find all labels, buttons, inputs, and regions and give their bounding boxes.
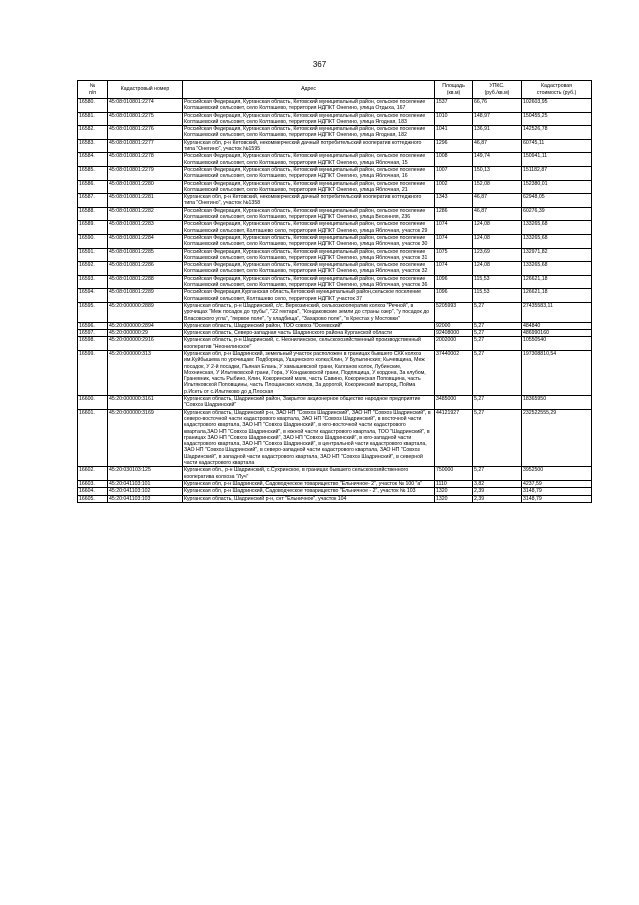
cell-number: 16597. — [78, 330, 108, 337]
cell-number: 16580. — [78, 99, 108, 113]
cell-upks: 124,08 — [473, 234, 522, 248]
cell-area: 44121927 — [435, 409, 473, 467]
cell-address: Российская Федерация,Курганская область,Кетовский муниципальный район,сельское поселение Колташевский сельсовет, Колташево село, территория НДПКТ участок 37 — [183, 289, 435, 303]
header-number: № п/п — [78, 81, 108, 99]
cell-upks: 124,08 — [473, 262, 522, 276]
cell-area: 1537 — [435, 99, 473, 113]
cell-upks: 2,39 — [473, 495, 522, 502]
cell-address: Российская Федерация, Курганская область, Кетовский муниципальный район, сельское поселение Колташевский сельсовет, село Колташево, территория НДПКТ Онегино, улица Ягодная, 183 — [183, 112, 435, 126]
cell-number: 16584. — [78, 153, 108, 167]
table-row — [78, 350, 592, 395]
cell-cadastral-number: 45:08:010801:2276 — [108, 126, 183, 140]
cell-area: 1320 — [435, 495, 473, 502]
cell-address: Курганская обл., р-н Шадринский, с.Сухринское, в границах бывшего сельскохозяйственного кооператива колхоза "Луч" — [183, 467, 435, 481]
table-row — [78, 488, 592, 495]
table-row — [78, 194, 592, 208]
table-row — [78, 139, 592, 153]
cell-number: 16595. — [78, 302, 108, 322]
cell-upks: 2,39 — [473, 488, 522, 495]
cell-area: 1343 — [435, 194, 473, 208]
header-upks: УПКС. (руб./кв.м) — [473, 81, 522, 99]
cell-address: Курганская область, р-н Шадринский, с. Неонилинское, сельскохозяйственный производственный кооператив "Неонилинское" — [183, 337, 435, 351]
cell-number: 16603. — [78, 480, 108, 487]
cell-cadastral-number: 45:20:041103:101 — [108, 480, 183, 487]
cell-upks: 46,87 — [473, 194, 522, 208]
cell-area: 2002000 — [435, 337, 473, 351]
cell-upks: 5,27 — [473, 409, 522, 467]
cell-cadastral-cost: 10550540 — [522, 337, 592, 351]
cell-upks: 5,27 — [473, 302, 522, 322]
cell-cadastral-number: 45:20:041103:102 — [108, 488, 183, 495]
cell-cadastral-number: 45:20:030103:125 — [108, 467, 183, 481]
table-row — [78, 396, 592, 410]
cell-area: 1320 — [435, 488, 473, 495]
cell-upks: 66,76 — [473, 99, 522, 113]
cell-upks: 5,27 — [473, 350, 522, 395]
cell-cadastral-number: 45:08:010801:2286 — [108, 262, 183, 276]
cell-number: 16601. — [78, 409, 108, 467]
table-row — [78, 495, 592, 502]
cell-number: 16599. — [78, 350, 108, 395]
cell-address: Российская Федерация, Курганская область, Кетовский муниципальный район, сельское поселение Колташевский сельсовет, село Колташево, территория НДПКТ Онегино, улица Весенняя, 236 — [183, 207, 435, 221]
cell-cadastral-cost: 27435583,11 — [522, 302, 592, 322]
cell-address: Российская Федерация, Курганская область, Кетовский муниципальный район, сельское поселение Колташевский сельсовет, село Колташево, территория НДПКТ Онегино, улица Яблочная, участок 31 — [183, 248, 435, 262]
cell-number: 16602. — [78, 467, 108, 481]
header-area: Площадь (кв.м) — [435, 81, 473, 99]
cell-area: 1075 — [435, 248, 473, 262]
cell-address: Курганская обл, р-н Кетовский, некоммерческий дачный потребительский кооператив коттеджного типа "Онегино", участок №1358 — [183, 194, 435, 208]
cell-upks: 5,27 — [473, 330, 522, 337]
cell-cadastral-number: 45:20:000000:313 — [108, 350, 183, 395]
cell-address: Курганская область, Шадринский р-н, снт "Ельничное", участок 104 — [183, 495, 435, 502]
table-row — [78, 480, 592, 487]
cell-cadastral-cost: 486990160 — [522, 330, 592, 337]
cell-cadastral-cost: 60745,11 — [522, 139, 592, 153]
cell-area: 1074 — [435, 262, 473, 276]
cell-cadastral-number: 45:08:010801:2282 — [108, 207, 183, 221]
table-row — [78, 112, 592, 126]
cell-upks: 148,97 — [473, 112, 522, 126]
table-row — [78, 99, 592, 113]
cell-address: Российская Федерация, Курганская область, Кетовский муниципальный район, сельское поселение Колташевский сельсовет, село Колташево, территория НДПКТ Онегино, улица Яблочная, 16 — [183, 166, 435, 180]
table-row — [78, 234, 592, 248]
cell-area: 1041 — [435, 126, 473, 140]
cell-address: Российская Федерация, Курганская область, Кетовский муниципальный район, сельское поселение Колташевский сельсовет, село Колташево, территория НДПКТ Онегино, улица Отдыха, 167 — [183, 99, 435, 113]
cell-cadastral-number: 45:08:010801:2275 — [108, 112, 183, 126]
cell-upks: 5,27 — [473, 396, 522, 410]
cell-number: 16588. — [78, 207, 108, 221]
cell-area: 92408000 — [435, 330, 473, 337]
table-header-row — [78, 81, 592, 99]
cell-address: Курганская область, Шадринский р-н, ЗАО НП "Совхоз Шадринский", ЗАО НП "Совхоз Шадринский", в северо-восточной части кадастрового квартала, ЗАО НП "Совхоз Шадринский", в восточной части кадастрового квартала, ЗАО НП "Совхоз Шадринский", в юго-восточной части кадастрового квартала,ЗАО НП "Совхоз Шадринский", в южной части кадастрового квартала, ТОО "Шадринский", в границах ЗАО НП "Совхоз Шадринский", ЗАО НП "Совхоз Шадринский", в юго-западной части кадастрового квартала, ЗАО НП "Совхоз Шадринский", в центральной части кадастрового квартала, ЗАО НП "Совхоз Шадринский", в северо-западной части кадастрового квартала, ЗАО НП "Совхоз Шадринский", в западной части кадастрового квартала, ЗАО НП "Совхоз Шадринский", в северной части кадастрового квартала — [183, 409, 435, 467]
cell-cadastral-cost: 4237,59 — [522, 480, 592, 487]
cell-upks: 152,08 — [473, 180, 522, 194]
table-body — [78, 99, 592, 503]
table-row — [78, 207, 592, 221]
header-cadastral-number: Кадастровый номер — [108, 81, 183, 99]
cell-area: 1074 — [435, 234, 473, 248]
cell-cadastral-number: 45:08:010801:2289 — [108, 289, 183, 303]
table-row — [78, 289, 592, 303]
cell-cadastral-number: 45:08:010801:2280 — [108, 180, 183, 194]
cell-cadastral-number: 45:20:000000:29 — [108, 330, 183, 337]
cell-address: Курганская область, Шадринский район, ТОО совхоз "Осеевский" — [183, 322, 435, 329]
cell-cadastral-cost: 133265,68 — [522, 234, 592, 248]
cell-upks: 123,69 — [473, 248, 522, 262]
table-row — [78, 330, 592, 337]
cell-cadastral-cost: 3148,79 — [522, 488, 592, 495]
header-cadastral-cost: Кадастровая стоимость (руб.) — [522, 81, 592, 99]
cell-area: 1096 — [435, 289, 473, 303]
cell-number: 16600. — [78, 396, 108, 410]
table-row — [78, 248, 592, 262]
table-row — [78, 262, 592, 276]
cell-number: 16583. — [78, 139, 108, 153]
cell-address: Курганская область, Шадринский район, Закрытое акционерное общество народное предприятие "Совхоз Шадринский" — [183, 396, 435, 410]
cell-number: 16591. — [78, 248, 108, 262]
cell-number: 16587. — [78, 194, 108, 208]
cell-cadastral-number: 45:20:000000:2916 — [108, 337, 183, 351]
cell-cadastral-cost: 3148,79 — [522, 495, 592, 502]
cell-cadastral-cost: 18365950 — [522, 396, 592, 410]
cell-upks: 115,53 — [473, 275, 522, 289]
cell-cadastral-number: 45:20:000000:3161 — [108, 396, 183, 410]
cell-upks: 5,27 — [473, 322, 522, 329]
cell-address: Курганская область, Северо-западная часть Шадринского района Курганской области — [183, 330, 435, 337]
cell-cadastral-cost: 232522555,29 — [522, 409, 592, 467]
cell-address: Российская Федерация, Курганская область, Кетовский муниципальный район, сельское поселение Колташевский сельсовет, село Колташево, территория НДПКТ Онегино, улица Яблочная, участок 36 — [183, 275, 435, 289]
cell-number: 16593. — [78, 275, 108, 289]
cell-cadastral-cost: 152380,01 — [522, 180, 592, 194]
cell-upks: 115,53 — [473, 289, 522, 303]
cell-address: Курганская обл, р-н Кетовский, некоммерческий дачный потребительский кооператив коттеджного типа "Онегино", участок №1595 — [183, 139, 435, 153]
cell-cadastral-number: 45:08:010801:2278 — [108, 153, 183, 167]
header-address: Адрес — [183, 81, 435, 99]
cell-cadastral-cost: 150455,25 — [522, 112, 592, 126]
cell-upks: 124,08 — [473, 221, 522, 235]
table-row — [78, 166, 592, 180]
cell-cadastral-cost: 126621,18 — [522, 275, 592, 289]
cell-upks: 3,82 — [473, 480, 522, 487]
cell-cadastral-number: 45:20:000000:2889 — [108, 302, 183, 322]
cell-cadastral-cost: 150941,11 — [522, 153, 592, 167]
cell-upks: 46,87 — [473, 207, 522, 221]
cell-cadastral-cost: 60276,39 — [522, 207, 592, 221]
cell-area: 1296 — [435, 139, 473, 153]
cell-cadastral-number: 45:20:000000:2894 — [108, 322, 183, 329]
table-row — [78, 322, 592, 329]
cell-upks: 5,27 — [473, 467, 522, 481]
cell-cadastral-cost: 126621,18 — [522, 289, 592, 303]
cell-upks: 150,13 — [473, 166, 522, 180]
cell-number: 16589. — [78, 221, 108, 235]
cell-number: 16590. — [78, 234, 108, 248]
cell-cadastral-cost: 133265,68 — [522, 262, 592, 276]
cell-number: 16582. — [78, 126, 108, 140]
cell-cadastral-number: 45:08:010801:2279 — [108, 166, 183, 180]
table-row — [78, 126, 592, 140]
cell-cadastral-number: 45:08:010801:2284 — [108, 234, 183, 248]
cell-area: 1286 — [435, 207, 473, 221]
cell-cadastral-cost: 133265,68 — [522, 221, 592, 235]
table-row — [78, 337, 592, 351]
cell-number: 16605. — [78, 495, 108, 502]
cell-area: 1096 — [435, 275, 473, 289]
cadastral-table — [77, 80, 592, 503]
cell-number: 16581. — [78, 112, 108, 126]
table-row — [78, 409, 592, 467]
table-row — [78, 302, 592, 322]
cell-area: 92000 — [435, 322, 473, 329]
cell-area: 5205993 — [435, 302, 473, 322]
cell-area: 1010 — [435, 112, 473, 126]
cell-area: 1002 — [435, 180, 473, 194]
cell-address: Российская Федерация, Курганская область, Кетовский муниципальный район, сельское поселение Колташевский сельсовет, село Колташево, территория НДПКТ Онегино, улица Яблочная, участок 30 — [183, 234, 435, 248]
table-row — [78, 221, 592, 235]
cell-upks: 149,74 — [473, 153, 522, 167]
cell-number: 16592. — [78, 262, 108, 276]
cell-cadastral-number: 45:08:010801:2285 — [108, 248, 183, 262]
table-row — [78, 275, 592, 289]
cell-cadastral-cost: 197308810,54 — [522, 350, 592, 395]
cell-cadastral-cost: 62948,05 — [522, 194, 592, 208]
cell-area: 1008 — [435, 153, 473, 167]
cell-cadastral-cost: 142526,78 — [522, 126, 592, 140]
cell-cadastral-number: 45:20:041103:103 — [108, 495, 183, 502]
cell-number: 16598. — [78, 337, 108, 351]
table-row — [78, 467, 592, 481]
cell-address: Российская Федерация, Курганская область, Кетовский муниципальный район, сельское поселение Колташевский сельсовет, Колташево село, территория НДПКТ Онегино, улица Яблочная, участок 29 — [183, 221, 435, 235]
cell-number: 16604. — [78, 488, 108, 495]
cell-cadastral-cost: 132971,82 — [522, 248, 592, 262]
cell-address: Российская Федерация, Курганская область, Кетовский муниципальный район, сельское поселение Колташевский сельсовет, село Колташево, территория НДПКТ Онегино, улица Ягодная, 182 — [183, 126, 435, 140]
cell-address: Курганская обл, р-н Шадринский, Садоводческое товарищество "Ельничное - 2", участок № 103 — [183, 488, 435, 495]
cell-area: 37440002 — [435, 350, 473, 395]
cell-cadastral-number: 45:08:010801:2277 — [108, 139, 183, 153]
cell-address: Российская Федерация, Курганская область, Кетовский муниципальный район, сельское поселение Колташевский сельсовет, село Колташево, территория НДПКТ Онегино, улица Яблочная, 21 — [183, 180, 435, 194]
cell-address: Курганская обл, р-н Шадринский, Садоводческое товарищество "Ельничное- 2", участок № 100 "а" — [183, 480, 435, 487]
cell-cadastral-number: 45:08:010801:2274 — [108, 99, 183, 113]
cell-cadastral-cost: 484840 — [522, 322, 592, 329]
cell-cadastral-number: 45:20:000000:3169 — [108, 409, 183, 467]
cell-number: 16596. — [78, 322, 108, 329]
cell-upks: 46,87 — [473, 139, 522, 153]
cell-number: 16594. — [78, 289, 108, 303]
cell-address: Курганская область, р-н Шадринский, с/с. Верхозинский, сельхозкооператив колхоз "Речной", в урочищах "Меж посадок до трубы", "22 гектара", "Кондаковские земли до страны озер", "у посадок до Власовского угла", "первое поле", "у кладбища", "Захарово поле", "в Крестах у Мостовки" — [183, 302, 435, 322]
cell-area: 3485000 — [435, 396, 473, 410]
cell-address: Курганская обл, р-н Шадринский, земельный участок расположен в границах бывшего СХК колхоз им.Куйбышева по урочищам: Подборица, Ушцинского колка;Клин, У Булыгинских; Кычевщина, Меж посадок, У 2-й посадки, Пьяная Елань, У хамышевской грани, Калганов колок, Лубинские, Мохнинская, У Ильтяковской грани, Гора, У Кондаковской грани, Подпящица, У кордона, За клубом, Граневник, часть Рыбино, Клин, Кокоринский маяк, часть Савино, Кокоринская Поповщина, часть Ильтяковской Поповщины, часть Площанских колков, За дорогой, Кокоринский выгород, Пойма р.Исеть от с.Ильтяково до д.Плоская — [183, 350, 435, 395]
cell-address: Российская Федерация, Курганская область, Кетовский муниципальный район, сельское поселение Колташевский сельсовет, село Колташево, территория НДПКТ Онегино, улица Яблочная, 15 — [183, 153, 435, 167]
cell-area: 750000 — [435, 467, 473, 481]
cell-number: 16585. — [78, 166, 108, 180]
cell-address: Российская Федерация, Курганская область, Кетовский муниципальный район, сельское поселение Колташевский сельсовет, село Колташево, территория НДПКТ Онегино, улица Яблочная, участок 32 — [183, 262, 435, 276]
cell-upks: 5,27 — [473, 337, 522, 351]
cell-upks: 136,91 — [473, 126, 522, 140]
cell-cadastral-cost: 102603,95 — [522, 99, 592, 113]
cell-cadastral-cost: 151182,87 — [522, 166, 592, 180]
cell-area: 1110 — [435, 480, 473, 487]
cell-area: 1074 — [435, 221, 473, 235]
page-number: 367 — [312, 60, 327, 69]
cell-number: 16586. — [78, 180, 108, 194]
cell-area: 1007 — [435, 166, 473, 180]
cell-cadastral-cost: 3952500 — [522, 467, 592, 481]
table-row — [78, 180, 592, 194]
cell-cadastral-number: 45:08:010801:2281 — [108, 194, 183, 208]
cell-cadastral-number: 45:08:010801:2283 — [108, 221, 183, 235]
table-row — [78, 153, 592, 167]
cell-cadastral-number: 45:08:010801:2288 — [108, 275, 183, 289]
